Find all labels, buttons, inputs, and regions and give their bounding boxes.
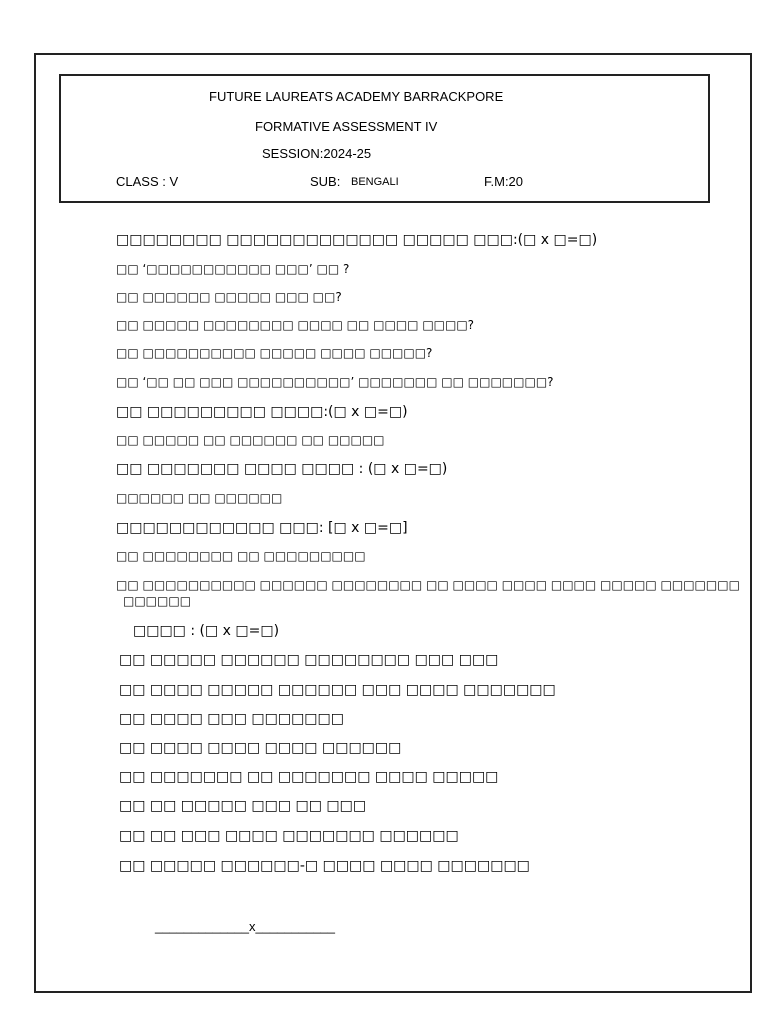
section-5-item-3: □□ □□□□ □□□ □□□□□□□ [119,711,344,727]
section-4-item-1: □□ □□□□□□□□ □□ □□□□□□□□□ [116,549,366,563]
section-2-item-1: □□ □□□□□ □□ □□□□□□ □□ □□□□□ [116,433,385,447]
school-name: FUTURE LAUREATS ACADEMY BARRACKPORE [209,89,504,104]
section-2-heading: □□ □□□□□□□□□ □□□□:(□ x □=□) [116,404,408,420]
section-5-item-6: □□ □□ □□□□□ □□□ □□ □□□ [119,798,367,814]
section-1-item-3: □□ □□□□□ □□□□□□□□ □□□□ □□ □□□□ □□□□? [116,318,475,332]
section-5-item-2: □□ □□□□ □□□□□ □□□□□□ □□□ □□□□ □□□□□□□ [119,682,556,698]
section-3-heading: □□ □□□□□□□ □□□□ □□□□ : (□ x □=□) [116,461,448,477]
section-5-item-1: □□ □□□□□ □□□□□□ □□□□□□□□ □□□ □□□ [119,652,499,668]
footer-line: _____________x___________ [155,919,336,934]
class-label: CLASS : V [116,174,179,189]
section-3-item-1: □□□□□□ □□ □□□□□□ [116,491,283,505]
exam-title: FORMATIVE ASSESSMENT IV [255,119,438,134]
section-1-item-2: □□ □□□□□□ □□□□□ □□□ □□? [116,290,342,304]
section-4-heading: □□□□□□□□□□□□ □□□: [□ x □=□] [116,520,408,536]
section-5-item-8: □□ □□□□□ □□□□□□-□ □□□□ □□□□ □□□□□□□ [119,858,530,874]
subject-value: BENGALI [351,176,399,188]
subject-label: SUB: [310,174,341,189]
section-1-item-1: □□ ‘□□□□□□□□□□□ □□□’ □□ ? [116,262,350,276]
section-5-heading: □□□□ : (□ x □=□) [133,623,280,639]
full-marks: F.M:20 [484,174,524,189]
section-4-item-2: □□ □□□□□□□□□□ □□□□□□ □□□□□□□□ □□ □□□□ □□□□ □□□□ □□□□□ □□□□□□□ [116,578,740,592]
section-5-item-4: □□ □□□□ □□□□ □□□□ □□□□□□ [119,740,402,756]
section-1-item-5: □□ ‘□□ □□ □□□ □□□□□□□□□□’ □□□□□□□ □□ □□□□□□□? [116,375,554,389]
session-label: SESSION:2024-25 [262,146,372,161]
section-4-item-2-cont: □□□□□□ [123,594,192,608]
section-1-heading: □□□□□□□□ □□□□□□□□□□□□□ □□□□□ □□□:(□ x □=□) [116,232,598,248]
section-5-item-5: □□ □□□□□□□ □□ □□□□□□□ □□□□ □□□□□ [119,769,499,785]
section-5-item-7: □□ □□ □□□ □□□□ □□□□□□□ □□□□□□ [119,828,459,844]
section-1-item-4: □□ □□□□□□□□□□ □□□□□ □□□□ □□□□□? [116,346,433,360]
